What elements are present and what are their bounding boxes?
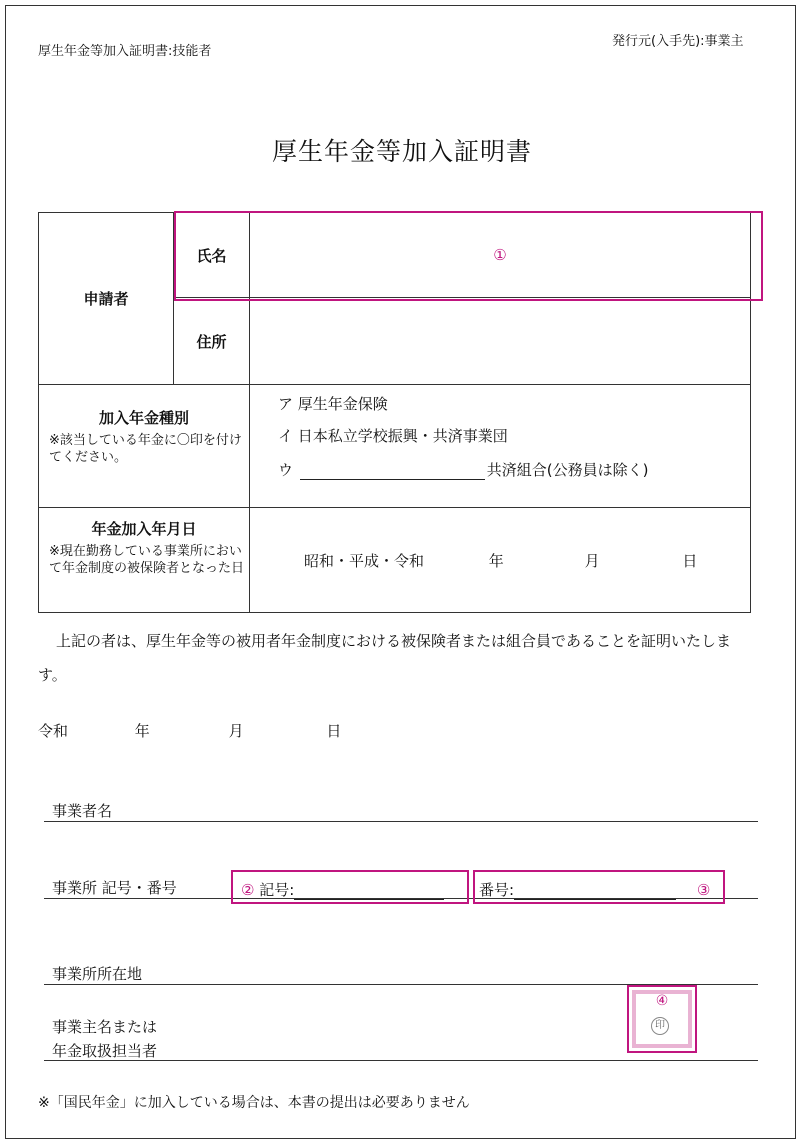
name-label: 氏名 bbox=[174, 213, 250, 298]
issuer-label: 発行元(入手先):事業主 bbox=[612, 34, 744, 49]
code-marker: ② bbox=[241, 881, 255, 899]
join-date-header bbox=[39, 508, 250, 613]
join-date-era: 昭和・平成・令和 bbox=[304, 551, 425, 570]
option-a[interactable]: ア 厚生年金保険 bbox=[278, 395, 388, 413]
pension-type-note: ※該当している年金に〇印を付けてください。 bbox=[49, 433, 242, 465]
address-label: 住所 bbox=[174, 298, 250, 385]
option-b[interactable]: イ 日本私立学校振興・共済事業団 bbox=[278, 427, 508, 445]
office-location-label: 事業所所在地 bbox=[52, 965, 143, 983]
issue-date-month: 月 bbox=[228, 722, 244, 740]
join-date-day: 日 bbox=[682, 551, 698, 570]
seal-icon: 印 bbox=[651, 1017, 669, 1035]
issue-date-day: 日 bbox=[326, 722, 342, 740]
code-blank[interactable] bbox=[294, 884, 444, 900]
option-c-prefix: ウ bbox=[278, 461, 294, 479]
owner-label-2: 年金取扱担当者 bbox=[52, 1042, 158, 1060]
number-blank[interactable] bbox=[514, 884, 676, 900]
seal-marker: ④ bbox=[655, 993, 669, 1009]
seal-box[interactable] bbox=[627, 985, 697, 1053]
option-c-suffix: 共済組合(公務員は除く) bbox=[486, 461, 649, 479]
applicant-label: 申請者 bbox=[39, 213, 174, 385]
join-date-field[interactable] bbox=[250, 508, 751, 613]
issue-date[interactable] bbox=[38, 720, 341, 741]
footnote: ※「国民年金」に加入している場合は、本書の提出は必要ありません bbox=[38, 1095, 470, 1111]
issue-date-year: 年 bbox=[134, 722, 150, 740]
option-c-blank[interactable] bbox=[300, 465, 485, 480]
code-box[interactable] bbox=[231, 870, 469, 904]
join-date-label: 年金加入年月日 bbox=[91, 520, 197, 538]
name-highlight bbox=[174, 211, 763, 301]
name-marker: ① bbox=[493, 246, 507, 264]
page-title: 厚生年金等加入証明書 bbox=[271, 137, 532, 166]
owner-label-1: 事業主名または bbox=[52, 1018, 158, 1036]
join-date-year: 年 bbox=[488, 551, 504, 570]
office-code-label: 事業所 記号・番号 bbox=[52, 879, 177, 897]
employer-name-label: 事業者名 bbox=[52, 802, 113, 820]
pension-type-options bbox=[250, 385, 751, 508]
owner-line[interactable] bbox=[44, 1060, 758, 1061]
option-c[interactable] bbox=[278, 459, 649, 480]
number-box[interactable] bbox=[473, 870, 725, 904]
employer-name-line[interactable] bbox=[44, 821, 758, 822]
number-label: 番号: bbox=[479, 881, 515, 899]
join-date-note: ※現在勤務している事業所において年金制度の被保険者となった日 bbox=[49, 544, 245, 576]
issue-date-era: 令和 bbox=[38, 722, 69, 740]
join-date-month: 月 bbox=[584, 551, 600, 570]
code-label: 記号: bbox=[259, 881, 295, 899]
address-field[interactable] bbox=[250, 298, 751, 385]
number-marker: ③ bbox=[696, 881, 711, 899]
pension-type-header bbox=[39, 385, 250, 508]
pension-type-label: 加入年金種別 bbox=[98, 409, 189, 427]
certification-text: 上記の者は、厚生年金等の被用者年金制度における被保険者または組合員であることを証明いたします。 bbox=[38, 632, 732, 684]
form-id: 厚生年金等加入証明書:技能者 bbox=[38, 44, 212, 59]
